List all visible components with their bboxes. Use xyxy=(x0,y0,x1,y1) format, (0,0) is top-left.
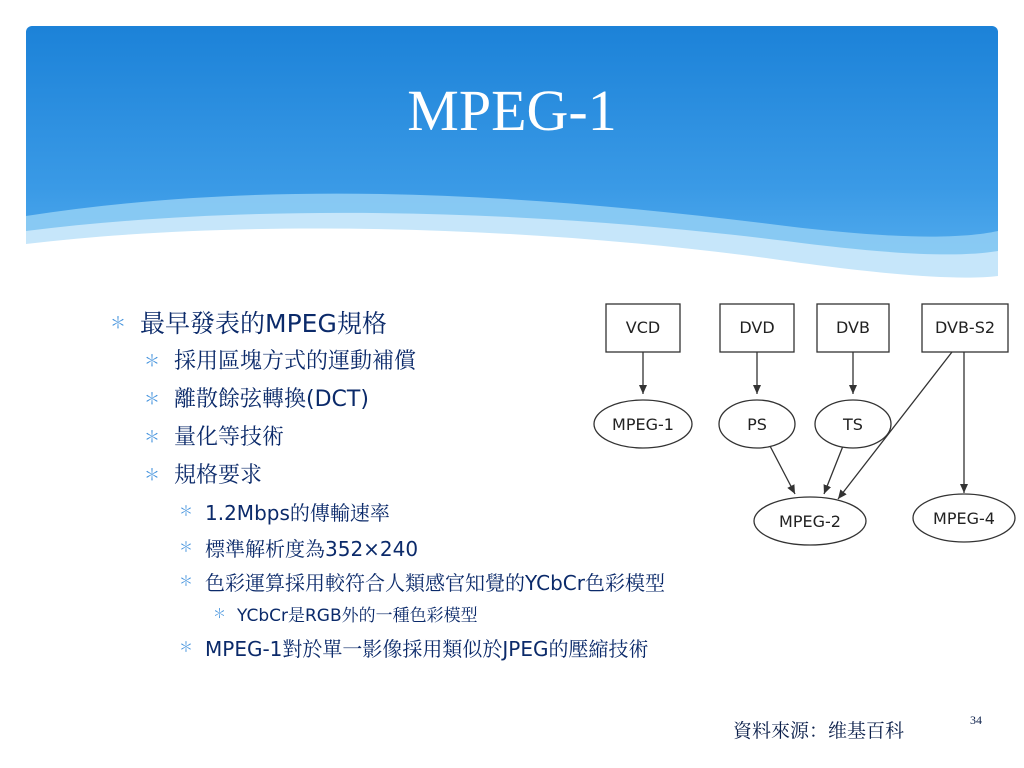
list-item xyxy=(179,567,665,596)
node-label-ps: PS xyxy=(747,415,767,434)
slide-title: MPEG-1 xyxy=(407,78,617,143)
bullet-marker: ＊ xyxy=(144,465,161,484)
list-item xyxy=(144,458,263,489)
bullet-marker: ＊ xyxy=(110,313,127,332)
source-citation: 資料來源：维基百科 xyxy=(733,720,905,742)
page-number: 34 xyxy=(970,713,982,727)
bullet-text: 量化等技術 xyxy=(174,425,285,450)
bullet-marker: ＊ xyxy=(179,574,193,590)
node-label-mpeg-4: MPEG-4 xyxy=(933,509,995,528)
bullet-text: 規格要求 xyxy=(174,463,263,488)
bullet-text: 離散餘弦轉換(DCT) xyxy=(174,387,369,412)
bullet-text: 標準解析度為352×240 xyxy=(205,537,419,561)
title-banner xyxy=(26,26,998,296)
format-diagram xyxy=(588,296,1024,556)
bullet-text: 採用區塊方式的運動補償 xyxy=(174,349,417,374)
list-item xyxy=(144,420,285,451)
list-item xyxy=(179,633,649,662)
bullet-text: 最早發表的MPEG規格 xyxy=(140,309,387,338)
bullet-marker: ＊ xyxy=(213,607,227,622)
node-label-mpeg-1: MPEG-1 xyxy=(612,415,674,434)
list-item xyxy=(213,601,478,626)
node-label-dvb-s2: DVB-S2 xyxy=(934,318,996,337)
list-item xyxy=(144,344,417,375)
bullet-text: 色彩運算採用較符合人類感官知覺的YCbCr色彩模型 xyxy=(205,571,665,595)
list-item xyxy=(179,497,390,526)
bullet-text: MPEG-1對於單一影像採用類似於JPEG的壓縮技術 xyxy=(205,637,649,661)
node-label-dvb: DVB xyxy=(836,318,870,337)
node-label-ts: TS xyxy=(843,415,863,434)
list-item xyxy=(110,304,387,340)
node-label-mpeg-2: MPEG-2 xyxy=(779,512,841,531)
bullet-marker: ＊ xyxy=(179,540,193,556)
bullet-marker: ＊ xyxy=(144,389,161,408)
bullet-marker: ＊ xyxy=(144,351,161,370)
bullet-marker: ＊ xyxy=(179,640,193,656)
list-item xyxy=(144,382,369,413)
edge-ts-mpeg2 xyxy=(824,446,843,494)
bullet-text: YCbCr是RGB外的一種色彩模型 xyxy=(237,606,478,626)
node-label-vcd: VCD xyxy=(625,318,661,337)
list-item xyxy=(179,533,419,562)
bullet-marker: ＊ xyxy=(144,427,161,446)
bullet-text: 1.2Mbps的傳輸速率 xyxy=(205,501,390,525)
edge-ps-mpeg2 xyxy=(770,446,795,494)
bullet-marker: ＊ xyxy=(179,504,193,520)
node-label-dvd: DVD xyxy=(739,318,775,337)
